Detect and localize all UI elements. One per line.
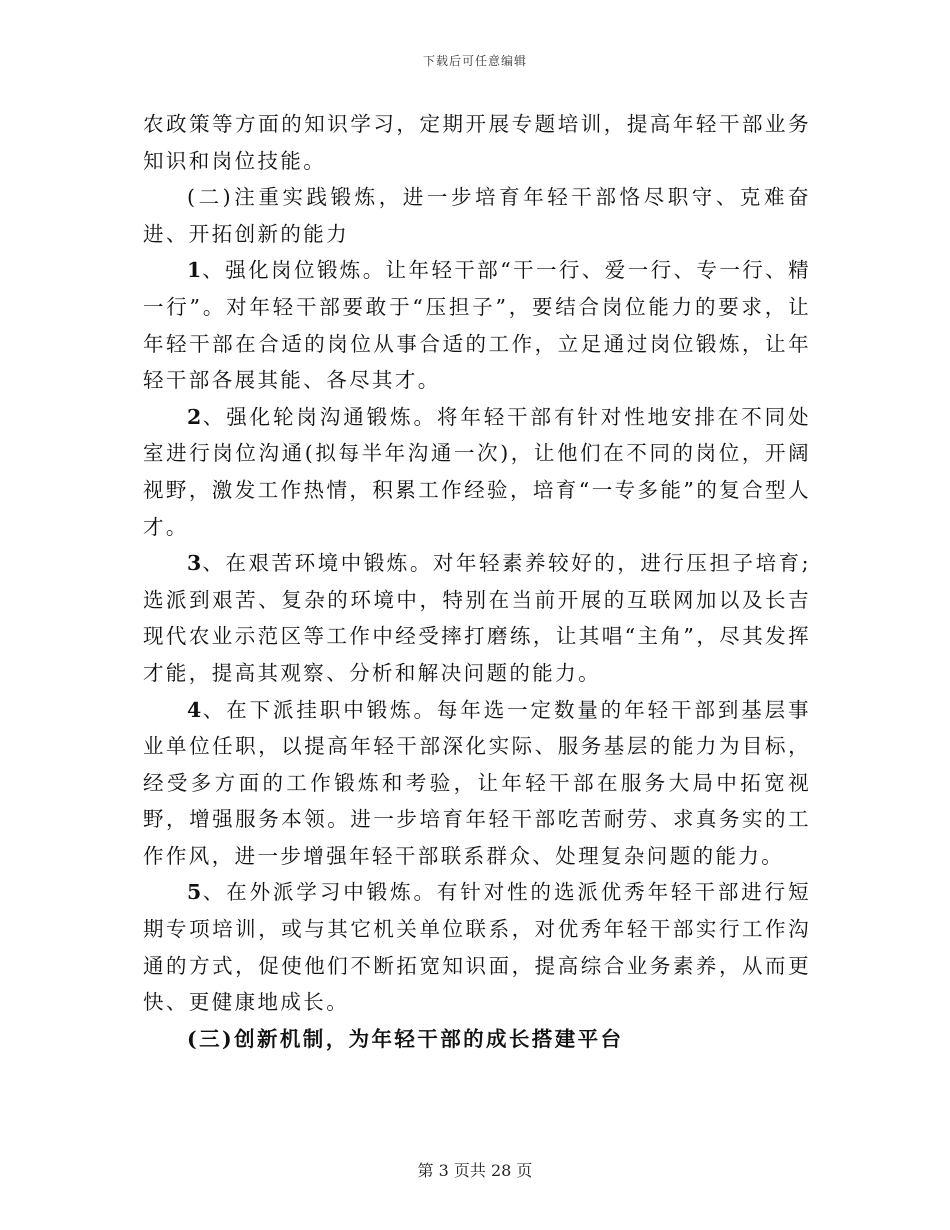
paragraph-text: (二)注重实践锻炼，进一步培育年轻干部恪尽职守、克难奋进、开拓创新的能力 (143, 185, 811, 246)
section-heading-3 (143, 1021, 811, 1058)
list-item-5 (143, 874, 811, 1020)
item-number: 5 (187, 880, 203, 905)
paragraph-continuation (143, 106, 811, 179)
section-heading-2 (143, 179, 811, 252)
paragraph-text: 农政策等方面的知识学习，定期开展专题培训，提高年轻干部业务知识和岗位技能。 (143, 112, 811, 173)
paragraph-text: 、强化岗位锻炼。让年轻干部“干一行、爱一行、专一行、精一行”。对年轻干部要敢于“压担子”，要结合岗位能力的要求，让年轻干部在合适的岗位从事合适的工作，立足通过岗位锻炼，让年轻干部各展其能、各尽其才。 (143, 258, 811, 393)
list-item-4 (143, 692, 811, 875)
list-item-3 (143, 545, 811, 691)
item-number: 2 (187, 404, 203, 429)
paragraph-text: 、在艰苦环境中锻炼。对年轻素养较好的，进行压担子培育;选派到艰苦、复杂的环境中，特别在当前开展的互联网加以及长吉现代农业示范区等工作中经受摔打磨练，让其唱“主角”，尽其发挥才能，提高其观察、分析和解决问题的能力。 (143, 551, 811, 685)
paragraph-text: (三)创新机制，为年轻干部的成长搭建平台 (187, 1026, 624, 1051)
page-number: 第 3 页共 28 页 (417, 1161, 533, 1180)
paragraph-text: 、强化轮岗沟通锻炼。将年轻干部有针对性地安排在不同处室进行岗位沟通(拟每半年沟通一次)，让他们在不同的岗位，开阔视野，激发工作热情，积累工作经验，培育“一专多能”的复合型人才。 (143, 404, 811, 539)
document-body (143, 106, 811, 1057)
item-number: 1 (187, 258, 203, 283)
paragraph-text: 、在外派学习中锻炼。有针对性的选派优秀年轻干部进行短期专项培训，或与其它机关单位联系，对优秀年轻干部实行工作沟通的方式，促使他们不断拓宽知识面，提高综合业务素养，从而更快、更健康地成长。 (143, 880, 811, 1015)
list-item-1 (143, 252, 811, 398)
paragraph-text: 、在下派挂职中锻炼。每年选一定数量的年轻干部到基层事业单位任职，以提高年轻干部深化实际、服务基层的能力为目标，经受多方面的工作锻炼和考验，让年轻干部在服务大局中拓宽视野，增强服务本领。进一步培育年轻干部吃苦耐劳、求真务实的工作作风，进一步增强年轻干部联系群众、处理复杂问题的能力。 (143, 697, 811, 868)
item-number: 3 (187, 551, 203, 576)
list-item-2 (143, 399, 811, 545)
item-number: 4 (187, 697, 203, 722)
page-header: 下载后可任意编辑 (422, 54, 527, 68)
